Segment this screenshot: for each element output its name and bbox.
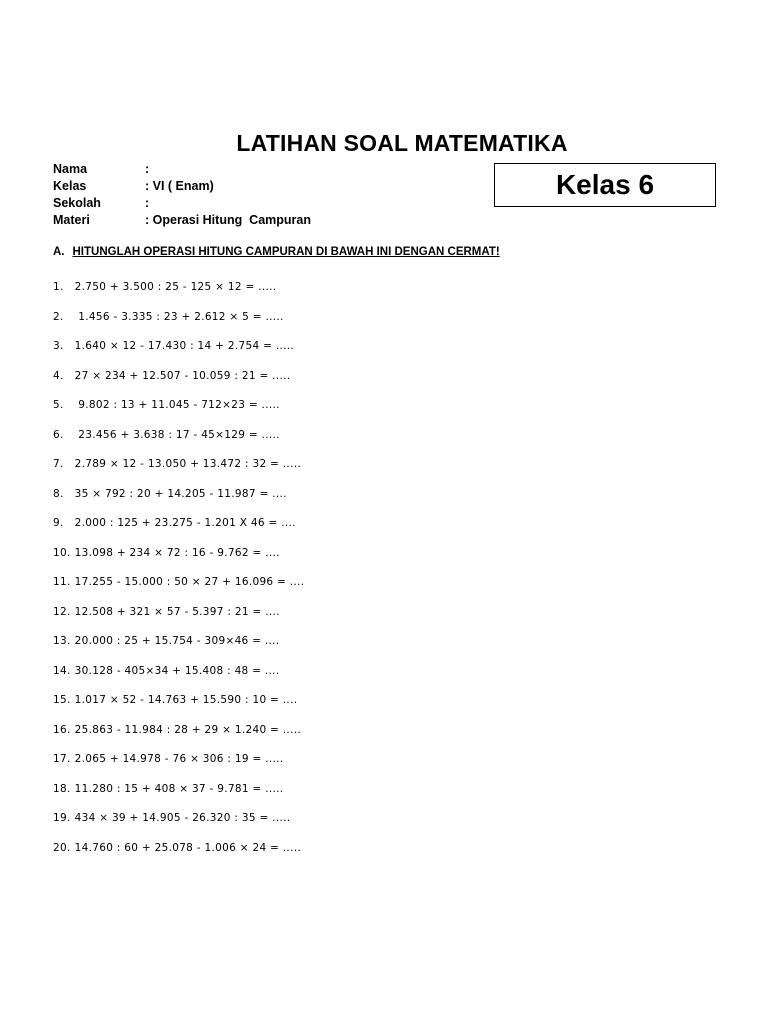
problem-item	[53, 396, 304, 426]
problem-item	[53, 603, 304, 633]
problem-item	[53, 485, 304, 515]
section-letter: A.	[53, 246, 65, 258]
problem-item	[53, 308, 304, 338]
student-info	[53, 161, 311, 229]
instruction-text: HITUNGLAH OPERASI HITUNG CAMPURAN DI BAWAH INI DENGAN CERMAT!	[72, 246, 500, 258]
problem-expression: 35 × 792 : 20 + 14.205 - 11.987 = ....	[74, 487, 287, 500]
problem-expression: 1.456 - 3.335 : 23 + 2.612 × 5 = .....	[74, 310, 284, 323]
info-label: Sekolah	[53, 196, 101, 210]
problem-expression: 434 × 39 + 14.905 - 26.320 : 35 = .....	[74, 812, 291, 824]
problem-item	[53, 721, 304, 751]
problem-expression: 20.000 : 25 + 15.754 - 309×46 = ....	[74, 635, 280, 647]
problem-expression: 2.789 × 12 - 13.050 + 13.472 : 32 = .....	[74, 458, 301, 470]
problem-number: 20.	[53, 841, 71, 854]
problem-expression: 13.098 + 234 × 72 : 16 - 9.762 = ....	[74, 546, 280, 559]
problem-number: 7.	[53, 458, 64, 470]
problem-item	[53, 809, 304, 839]
problem-number: 13.	[53, 635, 71, 647]
problem-number: 16.	[53, 723, 71, 736]
problem-item	[53, 573, 304, 603]
worksheet-title: LATIHAN SOAL MATEMATIKA	[236, 130, 568, 156]
problem-expression: 14.760 : 60 + 25.078 - 1.006 × 24 = .....	[74, 841, 301, 854]
problem-item	[53, 632, 304, 662]
info-row-sekolah	[53, 195, 311, 212]
info-label: Kelas	[53, 179, 87, 193]
problem-item	[53, 367, 304, 397]
problem-number: 14.	[53, 664, 71, 677]
info-value: : VI ( Enam)	[145, 179, 214, 193]
problem-expression: 1.640 × 12 - 17.430 : 14 + 2.754 = .....	[74, 340, 295, 352]
problem-expression: 25.863 - 11.984 : 28 + 29 × 1.240 = .....	[74, 723, 301, 736]
problem-expression: 2.065 + 14.978 - 76 × 306 : 19 = .....	[74, 753, 284, 765]
problem-expression: 11.280 : 15 + 408 × 37 - 9.781 = .....	[74, 782, 284, 795]
problem-number: 9.	[53, 517, 64, 529]
problem-item	[53, 426, 304, 456]
problem-number: 10.	[53, 546, 71, 559]
info-row-materi	[53, 212, 311, 229]
info-value: : Operasi Hitung Campuran	[145, 213, 311, 227]
problem-item	[53, 662, 304, 692]
problem-item	[53, 455, 304, 485]
section-instruction	[53, 246, 500, 258]
info-value: :	[145, 162, 150, 176]
problem-item	[53, 691, 304, 721]
problem-number: 1.	[53, 281, 64, 293]
problem-expression: 9.802 : 13 + 11.045 - 712×23 = .....	[74, 399, 280, 411]
info-label: Materi	[53, 213, 90, 227]
class-box: Kelas 6	[494, 163, 716, 207]
problem-item	[53, 278, 304, 308]
problem-item	[53, 839, 304, 869]
info-row-nama	[53, 161, 311, 178]
problem-expression: 2.000 : 125 + 23.275 - 1.201 X 46 = ....	[74, 517, 296, 529]
problem-expression: 1.017 × 52 - 14.763 + 15.590 : 10 = ....	[74, 694, 298, 706]
info-row-kelas	[53, 178, 311, 195]
problem-expression: 2.750 + 3.500 : 25 - 125 × 12 = .....	[74, 281, 277, 293]
info-value: :	[145, 196, 150, 210]
problem-number: 4.	[53, 369, 64, 382]
problem-number: 17.	[53, 753, 71, 765]
problem-item	[53, 514, 304, 544]
problem-item	[53, 750, 304, 780]
problem-item	[53, 780, 304, 810]
problem-number: 15.	[53, 694, 71, 706]
problem-expression: 23.456 + 3.638 : 17 - 45×129 = .....	[74, 428, 280, 441]
problem-number: 6.	[53, 428, 64, 441]
info-label: Nama	[53, 162, 88, 176]
problem-number: 5.	[53, 399, 64, 411]
problem-expression: 30.128 - 405×34 + 15.408 : 48 = ....	[74, 664, 280, 677]
problem-number: 12.	[53, 605, 71, 618]
problem-expression: 27 × 234 + 12.507 - 10.059 : 21 = .....	[74, 369, 291, 382]
problem-expression: 12.508 + 321 × 57 - 5.397 : 21 = ....	[74, 605, 280, 618]
problem-list	[53, 278, 304, 868]
problem-item	[53, 337, 304, 367]
problem-number: 3.	[53, 340, 64, 352]
problem-item	[53, 544, 304, 574]
problem-number: 2.	[53, 310, 64, 323]
problem-number: 18.	[53, 782, 71, 795]
problem-expression: 17.255 - 15.000 : 50 × 27 + 16.096 = ....	[74, 576, 305, 588]
problem-number: 11.	[53, 576, 71, 588]
problem-number: 19.	[53, 812, 71, 824]
problem-number: 8.	[53, 487, 64, 500]
